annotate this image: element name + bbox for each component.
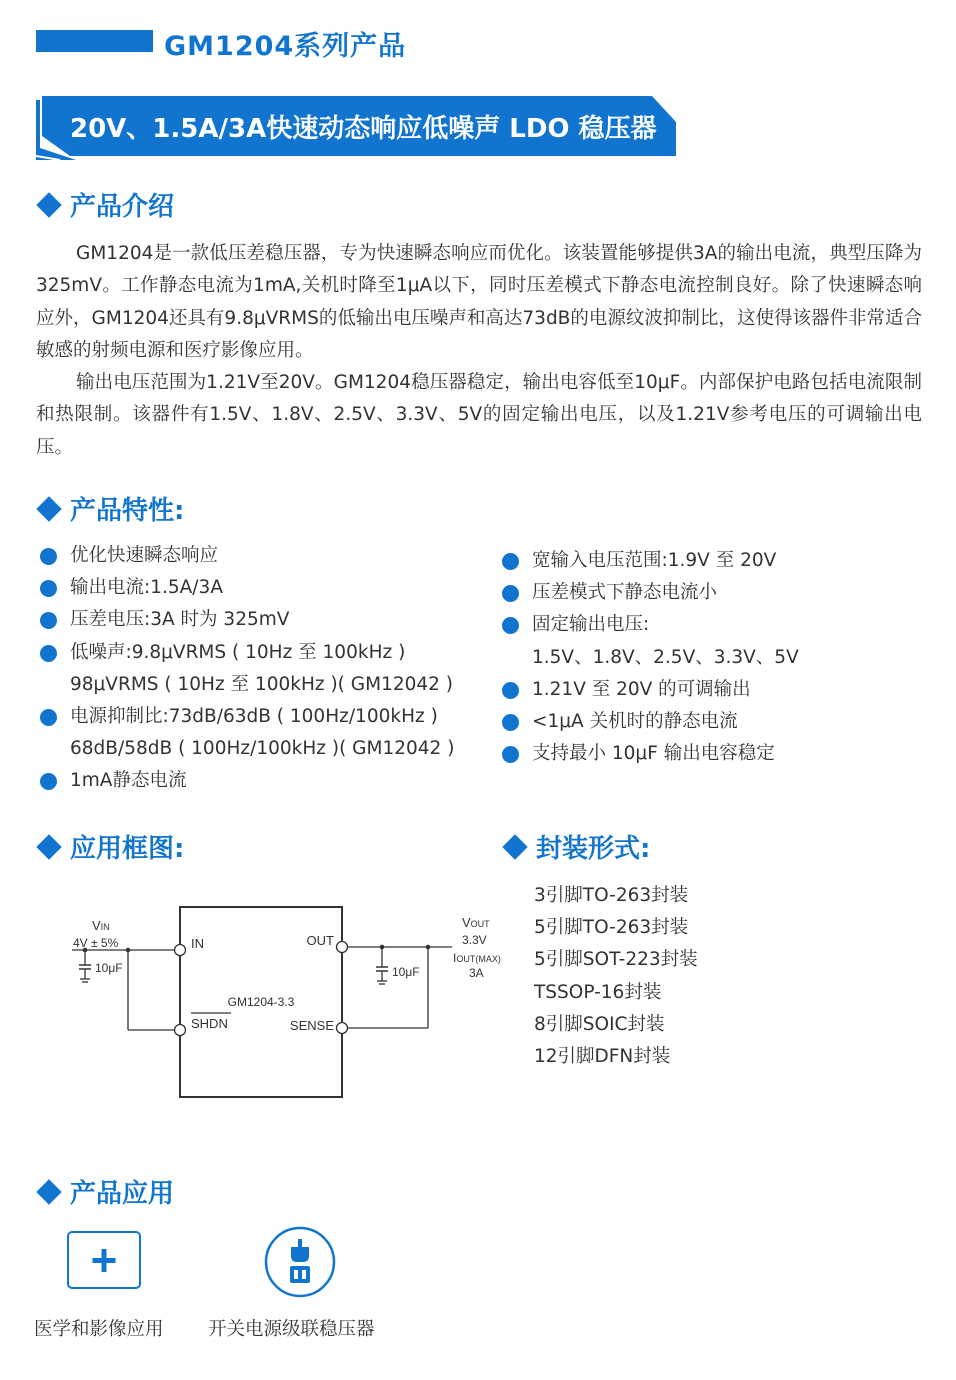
intro-title: 产品介绍 [70,192,175,222]
intro-heading [34,186,174,223]
diagram-heading [34,828,184,865]
feature-item: 压差电压:3A 时为 325mV [38,604,454,636]
series-title: GM1204系列产品 [164,31,407,62]
diamond-icon [502,834,527,859]
package-item: 12引脚DFN封装 [534,1046,671,1068]
feature-item-continued: 98μVRMS ( 10Hz 至 100kHz )( GM12042 ) [70,673,454,695]
package-item: 3引脚TO-263封装 [534,885,689,906]
intro-paragraph: GM1204是一款低压差稳压器，专为快速瞬态响应而优化。该装置能够提供3A的输出电流，典型压降为325mV。工作静态电流为1mA,关机时降至1μA以下，同时压差模式下静态电流控制良好。除了快速瞬态响应外，GM1204还具有9.8μVRMS的低输出电压噪声和高达73dB的电源纹波抑制比，这使得该器件非常适合敏感的射频电源和医疗影像应用。 [36,243,922,361]
package-item: 8引脚SOIC封装 [534,1013,665,1035]
pin-out-label: OUT [306,933,334,948]
vout-value: 3.3V [462,933,487,947]
diamond-icon [36,496,61,521]
diagram-title: 应用框图: [70,834,185,864]
vout-label: VOUT [462,915,490,930]
feature-item: 1mA静态电流 [38,765,454,797]
pin-sense-label: SENSE [289,1018,334,1033]
intro-paragraph: 输出电压范围为1.21V至20V。GM1204稳压器稳定，输出电容低至10μF。内部保护电路包括电流限制和热限制。该器件有1.5V、1.8V、2.5V、3.3V、5V的固定输出电压，以及1.21V参考电压的可调输出电压。 [36,372,922,458]
features-title: 产品特性: [70,496,185,526]
package-item: 5引脚TO-263封装 [534,917,689,939]
pin-out-node [337,942,348,953]
packages-heading [500,828,650,865]
feature-item: 电源抑制比:73dB/63dB ( 100Hz/100kHz ) [38,701,454,733]
features-heading [34,490,184,527]
intro-text [36,238,922,464]
feature-item-continued: 1.5V、1.8V、2.5V、3.3V、5V [532,646,799,668]
iout-label: IOUT(MAX) [453,951,501,965]
packages-title: 封装形式: [536,834,651,864]
features-list-left [38,540,454,798]
medical-cross-icon [67,1231,141,1289]
power-plug-icon [262,1225,338,1305]
diamond-icon [36,834,61,859]
feature-item: 固定输出电压: [500,609,799,641]
feature-item: 输出电流:1.5A/3A [38,572,454,604]
feature-item: 优化快速瞬态响应 [38,540,454,572]
pin-sense-node [337,1023,348,1034]
packages-list [534,880,698,1073]
pin-shdn-node [175,1025,186,1036]
application-circuit-diagram [60,895,520,1110]
pin-shdn-label: SHDN [191,1016,228,1031]
pin-in-node [175,945,186,956]
feature-item: 压差模式下静态电流小 [500,577,799,609]
cin-label: 10μF [95,961,123,975]
application-label: 医学和影像应用 [34,1319,164,1340]
chip-name: GM1204-3.3 [227,995,295,1009]
feature-item: 宽输入电压范围:1.9V 至 20V [500,545,799,577]
diamond-icon [36,192,61,217]
vin-label: VIN [92,918,110,933]
applications-heading [34,1173,174,1210]
package-item: TSSOP-16封装 [534,981,662,1003]
feature-item: <1μA 关机时的静态电流 [500,706,799,738]
cout-label: 10μF [392,965,420,979]
pin-in-label: IN [191,936,204,951]
diamond-icon [36,1179,61,1204]
iout-value: 3A [469,966,484,980]
header-accent-bar [36,30,153,52]
features-list-right [500,545,799,770]
vin-value: 4V ± 5% [73,936,119,950]
application-label: 开关电源级联稳压器 [208,1319,375,1340]
banner-title: 20V、1.5A/3A快速动态响应低噪声 LDO 稳压器 [70,114,657,144]
applications-title: 产品应用 [70,1179,175,1209]
feature-item-continued: 68dB/58dB ( 100Hz/100kHz )( GM12042 ) [70,738,455,760]
feature-item: 支持最小 10μF 输出电容稳定 [500,738,799,770]
feature-item: 低噪声:9.8μVRMS ( 10Hz 至 100kHz ) [38,637,454,669]
product-banner [36,96,678,160]
feature-item: 1.21V 至 20V 的可调输出 [500,674,799,706]
package-item: 5引脚SOT-223封装 [534,949,698,971]
